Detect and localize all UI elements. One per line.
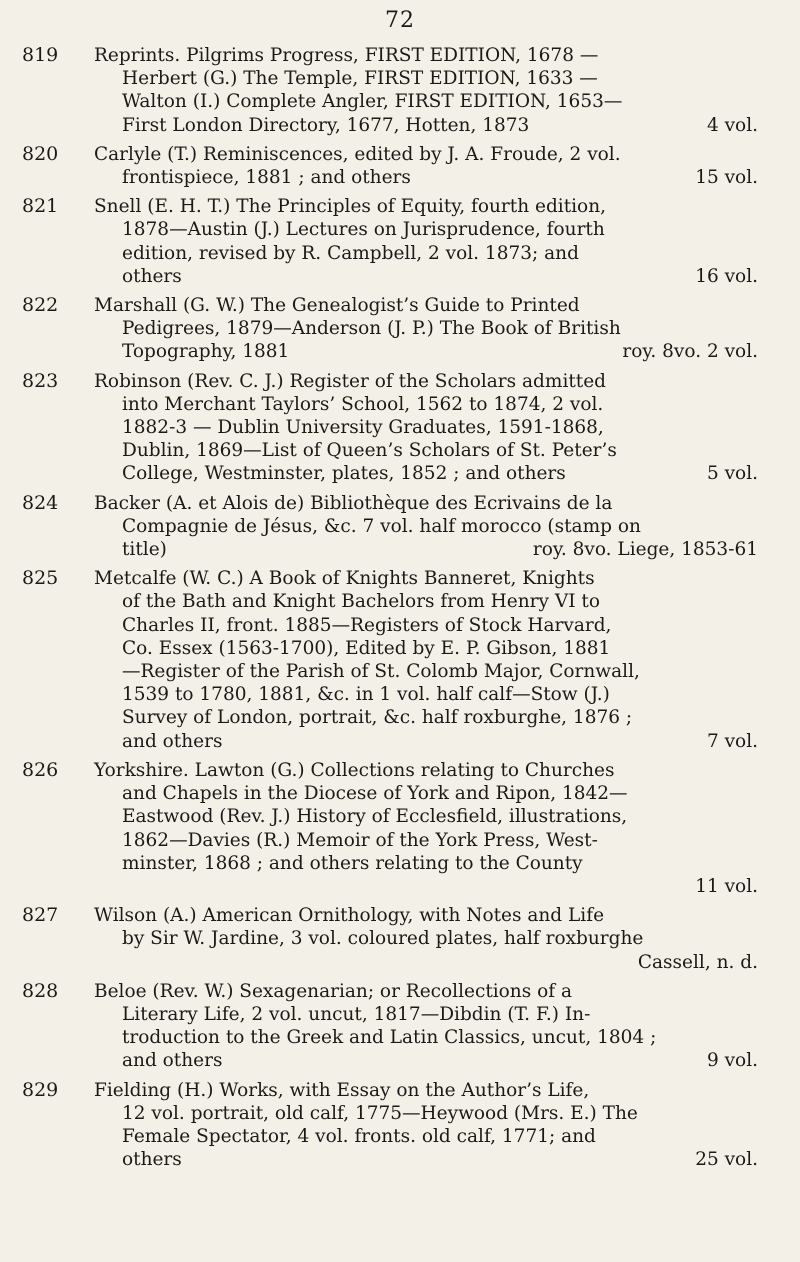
lot-volume-count: Cassell, n. d. — [637, 951, 758, 973]
lot-description-text: into Merchant Taylors’ School, 1562 to 1874, 2 vol. — [122, 393, 604, 415]
lot-description-text: 1878—Austin (J.) Lectures on Jurisprudence, fourth — [122, 219, 605, 241]
lot-description-line — [94, 195, 762, 218]
lot-description-line — [94, 143, 762, 166]
lot-volume-count: 5 vol. — [706, 463, 758, 485]
lot-description-line — [94, 462, 762, 485]
lot-description-text: by Sir W. Jardine, 3 vol. coloured plates, half roxburghe — [122, 928, 644, 950]
catalogue-lot — [22, 370, 762, 486]
lot-description-text: Reprints. Pilgrims Progress, FIRST EDITION, 1678 — — [94, 45, 599, 66]
lot-description-text: First London Directory, 1677, Hotten, 1873 — [122, 114, 530, 136]
lot-description-line — [94, 294, 762, 317]
page-number: 72 — [385, 8, 415, 33]
lot-description-line — [94, 759, 762, 782]
lot-description-line — [94, 829, 762, 852]
lot-description-text: Wilson (A.) American Ornithology, with Notes and Life — [94, 905, 605, 927]
lot-description-line — [94, 614, 762, 637]
lot-description-text: and Chapels in the Diocese of York and Ripon, 1842— — [122, 783, 628, 805]
catalogue-lot — [22, 980, 762, 1073]
lot-description-line — [94, 730, 762, 753]
lot-number: 828 — [22, 979, 59, 1002]
lot-description-text: College, Westminster, plates, 1852 ; and others — [122, 463, 566, 485]
lot-volume-count: 15 vol. — [695, 167, 758, 189]
lot-description-line — [94, 1026, 762, 1049]
lot-description-text: Dublin, 1869—List of Queen’s Scholars of St. Peter’s — [122, 440, 617, 462]
lot-volume-count: roy. 8vo. 2 vol. — [622, 341, 758, 363]
lot-description-line — [94, 218, 762, 241]
lot-description-text: 1882-3 — Dublin University Graduates, 1591-1868, — [122, 417, 604, 439]
lot-description-line — [94, 1125, 762, 1148]
lot-description-text: Beloe (Rev. W.) Sexagenarian; or Recollections of a — [94, 980, 572, 1002]
lot-description-line — [94, 393, 762, 416]
lot-description-text: Topography, 1881 — [122, 341, 290, 363]
lot-description-text: Pedigrees, 1879—Anderson (J. P.) The Book of British — [122, 318, 621, 340]
lot-description-text: and others — [122, 730, 223, 752]
lot-description-line — [94, 980, 762, 1003]
catalogue-lot — [22, 567, 762, 753]
catalogue-lot — [22, 195, 762, 288]
lot-description-text: title) — [122, 539, 167, 561]
lot-description-text: of the Bath and Knight Bachelors from Henry VI to — [122, 591, 600, 613]
lot-description-line — [94, 166, 762, 189]
lot-description-line — [94, 265, 762, 288]
lot-description-text: 12 vol. portrait, old calf, 1775—Heywood (Mrs. E.) The — [122, 1102, 638, 1124]
lot-description-text: Backer (A. et Alois de) Bibliothèque des Ecrivains de la — [94, 492, 613, 514]
lot-description-line — [94, 927, 762, 950]
lot-description-line — [94, 852, 762, 875]
lot-description-line — [94, 317, 762, 340]
lot-volume-count: 11 vol. — [695, 875, 758, 897]
lot-description-line — [94, 44, 762, 67]
lot-volume-count: 25 vol. — [695, 1149, 758, 1171]
lot-description-text: Yorkshire. Lawton (G.) Collections relating to Churches — [94, 759, 615, 781]
lot-volume-count: 4 vol. — [706, 114, 758, 136]
lot-number: 827 — [22, 904, 59, 927]
lot-description-line — [94, 370, 762, 393]
catalogue-lot — [22, 904, 762, 974]
lot-number: 825 — [22, 567, 59, 590]
lot-description-line — [94, 340, 762, 363]
lot-number: 824 — [22, 491, 59, 514]
lot-description-line — [94, 875, 762, 898]
lot-description-line — [94, 805, 762, 828]
lot-description-line — [94, 242, 762, 265]
lot-description-text: edition, revised by R. Campbell, 2 vol. 1873; and — [122, 242, 579, 264]
lot-description-line — [94, 1003, 762, 1026]
lot-description-text: Walton (I.) Complete Angler, FIRST EDITION, 1653— — [122, 91, 623, 113]
lot-description-line — [94, 538, 762, 561]
lot-description-line — [94, 90, 762, 113]
lot-description-text: Charles II, front. 1885—Registers of Stock Harvard, — [122, 614, 612, 636]
lot-description-text: Eastwood (Rev. J.) History of Ecclesfield, illustrations, — [122, 806, 628, 828]
lot-description-text: —Register of the Parish of St. Colomb Major, Cornwall, — [122, 661, 640, 683]
lot-list — [22, 44, 762, 1177]
lot-number: 829 — [22, 1078, 59, 1101]
lot-description-line — [94, 1102, 762, 1125]
lot-description-text: Co. Essex (1563-1700), Edited by E. P. Gibson, 1881 — [122, 637, 611, 659]
lot-description-text: others — [122, 265, 182, 287]
lot-description-line — [94, 416, 762, 439]
lot-description-line — [94, 683, 762, 706]
lot-description-text: Carlyle (T.) Reminiscences, edited by J. A. Froude, 2 vol. — [94, 143, 621, 165]
lot-description-text: Robinson (Rev. C. J.) Register of the Scholars admitted — [94, 370, 607, 392]
lot-description-text: Herbert (G.) The Temple, FIRST EDITION, 1633 — — [122, 68, 598, 90]
lot-volume-count: 7 vol. — [706, 730, 758, 752]
lot-description-line — [94, 492, 762, 515]
catalogue-lot — [22, 759, 762, 898]
lot-description-text: Marshall (G. W.) The Genealogist’s Guide to Printed — [94, 295, 580, 317]
lot-description-line — [94, 114, 762, 137]
lot-description-line — [94, 660, 762, 683]
lot-description-line — [94, 590, 762, 613]
lot-description-text: Snell (E. H. T.) The Principles of Equity, fourth edition, — [94, 196, 606, 218]
lot-description-text: Literary Life, 2 vol. uncut, 1817—Dibdin (T. F.) In- — [122, 1003, 591, 1025]
lot-description-text: 1539 to 1780, 1881, &c. in 1 vol. half calf—Stow (J.) — [122, 684, 610, 706]
lot-description-line — [94, 1148, 762, 1171]
lot-number: 826 — [22, 758, 59, 781]
lot-description-line — [94, 67, 762, 90]
lot-number: 821 — [22, 195, 59, 218]
lot-number: 819 — [22, 44, 59, 66]
lot-description-line — [94, 951, 762, 974]
lot-description-text: troduction to the Greek and Latin Classics, uncut, 1804 ; — [122, 1027, 657, 1049]
lot-description-line — [94, 439, 762, 462]
lot-volume-count: roy. 8vo. Liege, 1853-61 — [532, 539, 758, 561]
lot-description-line — [94, 1049, 762, 1072]
catalogue-lot — [22, 492, 762, 562]
lot-description-line — [94, 904, 762, 927]
lot-description-text: Fielding (H.) Works, with Essay on the Author’s Life, — [94, 1079, 590, 1101]
lot-description-line — [94, 782, 762, 805]
lot-description-text: Metcalfe (W. C.) A Book of Knights Banneret, Knights — [94, 568, 595, 590]
lot-description-line — [94, 637, 762, 660]
lot-number: 820 — [22, 142, 59, 165]
lot-description-text: 1862—Davies (R.) Memoir of the York Press, West- — [122, 829, 598, 851]
lot-volume-count: 16 vol. — [695, 265, 758, 287]
lot-number: 823 — [22, 369, 59, 392]
lot-description-text: frontispiece, 1881 ; and others — [122, 167, 411, 189]
catalogue-lot — [22, 294, 762, 364]
catalogue-lot — [22, 44, 762, 137]
lot-description-text: and others — [122, 1050, 223, 1072]
lot-description-text: Survey of London, portrait, &c. half roxburghe, 1876 ; — [122, 707, 633, 729]
lot-volume-count: 9 vol. — [706, 1050, 758, 1072]
lot-description-text: minster, 1868 ; and others relating to the County — [122, 852, 583, 874]
lot-description-line — [94, 515, 762, 538]
lot-number: 822 — [22, 294, 59, 317]
lot-description-text: others — [122, 1149, 182, 1171]
lot-description-text: Compagnie de Jésus, &c. 7 vol. half morocco (stamp on — [122, 515, 641, 537]
lot-description-line — [94, 706, 762, 729]
catalogue-lot — [22, 1079, 762, 1172]
catalogue-lot — [22, 143, 762, 189]
lot-description-line — [94, 567, 762, 590]
lot-description-text: Female Spectator, 4 vol. fronts. old calf, 1771; and — [122, 1125, 596, 1147]
lot-description-line — [94, 1079, 762, 1102]
